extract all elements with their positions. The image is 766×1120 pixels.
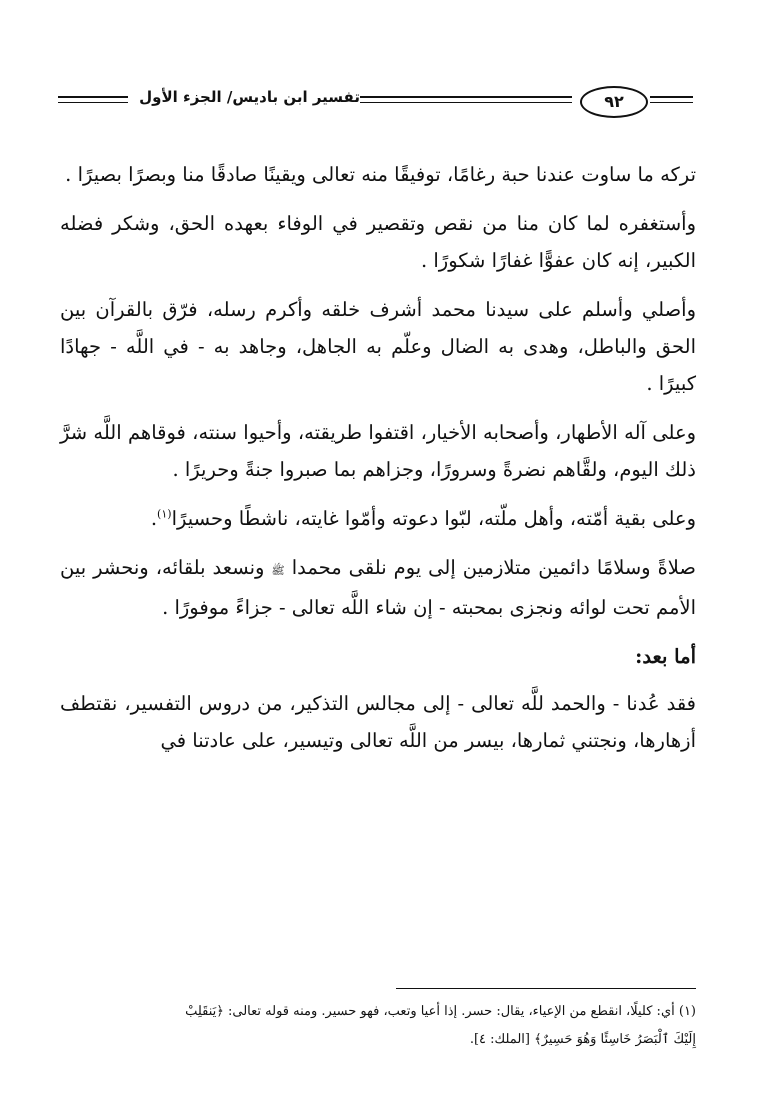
main-text (60, 156, 696, 771)
paragraph: فقد عُدنا - والحمد للَّه تعالى - إلى مجالس التذكير، من دروس التفسير، نقتطف أزهارها، ونجتني ثمارها، بيسر من اللَّه تعالى وتيسير، على عادتنا في (60, 692, 696, 752)
paragraph: وعلى آله الأطهار، وأصحابه الأخيار، اقتفوا طريقته، وأحيوا سنته، فوقاهم اللَّه شرَّ ذلك اليوم، ولقَّاهم نضرةً وسرورًا، وجزاهم بما صبروا جنةً وحريرًا . (60, 421, 696, 481)
section-heading: أما بعد: (635, 645, 696, 668)
header-rule (360, 102, 572, 103)
running-title: تفسير ابن باديس/ الجزء الأول (139, 88, 360, 106)
page-number: ٩٢ (580, 86, 648, 118)
paragraph: تركه ما ساوت عندنا حبة رغامًا، توفيقًا منه تعالى ويقينًا صادقًا منا وبصرًا بصيرًا . (65, 163, 696, 186)
header-rule (360, 96, 572, 98)
paragraph-text: وعلى بقية أمّته، وأهل ملّته، لبّوا دعوته وأمّوا غايته، ناشطًا وحسيرًا (171, 507, 696, 530)
paragraph-text: صلاةً وسلامًا دائمين متلازمين إلى يوم نلقى محمدا (291, 556, 696, 579)
paragraph-text: ونسعد بلقائه، ونحشر بين الأمم تحت لوائه ونجزى بمحبته - إن شاء اللَّه تعالى - جزاءً موفورًا . (60, 556, 696, 619)
paragraph (60, 549, 696, 626)
header-rule (58, 96, 128, 98)
page-header (58, 80, 693, 120)
paragraph: وأصلي وأسلم على سيدنا محمد أشرف خلقه وأكرم رسله، فرّق بالقرآن بين الحق والباطل، وهدى به الضال وعلّم به الجاهل، وجاهد به - في اللَّه - جهادًا كبيرًا . (60, 298, 696, 395)
footnote-line: إِلَيْكَ ٱلْبَصَرُ خَاسِئًا وَهُوَ حَسِيرٌ﴾ [الملك: ٤]. (469, 1032, 696, 1047)
header-rule (650, 96, 693, 98)
salutation-glyph: ﷺ (271, 564, 285, 577)
footnote-line: (١) أي: كليلًا، انقطع من الإعياء، يقال: حسر. إذا أعيا وتعب، فهو حسير. ومنه قوله تعالى: ﴿يَنقَلِبْ (185, 1004, 696, 1019)
header-rule (58, 102, 128, 103)
paragraph: وأستغفره لما كان منا من نقص وتقصير في الوفاء بعهده الحق، وشكر فضله الكبير، إنه كان عفوًّا غفارًا شكورًا . (60, 212, 696, 272)
header-rule (650, 102, 693, 103)
paragraph: وعلى بقية أمّته، وأهل ملّته، لبّوا دعوته وأمّوا غايته، ناشطًا وحسيرًا$^{(١)}$. (150, 507, 696, 530)
footnote (60, 998, 696, 1054)
footnote-separator (396, 988, 696, 989)
footnote-marker: (١) (157, 507, 172, 521)
